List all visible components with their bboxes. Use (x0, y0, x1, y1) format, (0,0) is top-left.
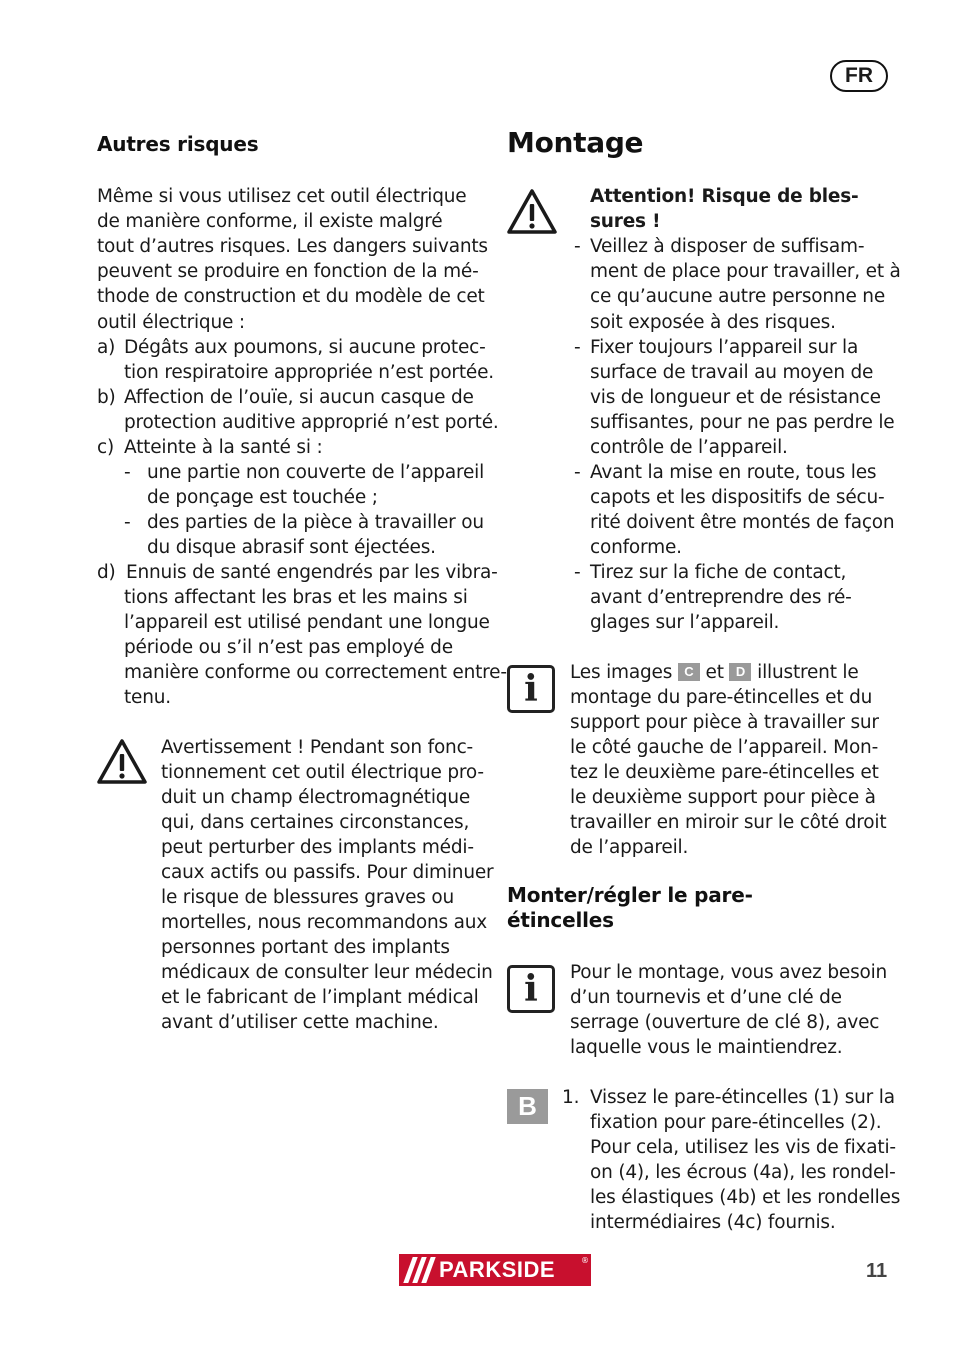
list-item-text: Dégâts aux poumons, si aucune protec- (124, 337, 486, 358)
language-badge: FR (830, 60, 888, 92)
list-item-text: tions affectant les bras et les mains si (124, 587, 468, 608)
text-line: personnes portant des implants (161, 937, 450, 958)
text-line: Fixer toujours l’appareil sur la (590, 337, 859, 358)
text-line: Tirez sur la fiche de contact, (590, 562, 847, 583)
list-marker: b) (97, 387, 116, 408)
text-fragment: illustrent le (757, 662, 859, 683)
text-line: duit un champ électromagnétique (161, 787, 471, 808)
dash-marker: - (574, 236, 581, 257)
text-line: peut perturber des implants médi- (161, 837, 474, 858)
logo-wordmark: PARKSIDE (439, 1257, 556, 1282)
list-item-text: Affection de l’ouïe, si aucun casque de (124, 387, 474, 408)
list-item-text: manière conforme ou correctement entre- (124, 662, 507, 683)
warning-triangle-icon (506, 188, 558, 236)
text-line: tout d’autres risques. Les dangers suivants (97, 236, 488, 257)
page-number: 11 (866, 1260, 888, 1282)
text-line: outil électrique : (97, 312, 245, 333)
text-line: ce qu’aucune autre personne ne (590, 286, 886, 307)
text-line: caux actifs ou passifs. Pour diminuer (161, 862, 494, 883)
info-icon: i (507, 665, 555, 713)
figure-tag-c: C (678, 663, 700, 681)
text-line: support pour pièce à travailler sur (570, 712, 879, 733)
figure-tag-b: B (507, 1089, 548, 1124)
text-line: conforme. (590, 537, 682, 558)
text-line: le côté gauche de l’appareil. Mon- (570, 737, 879, 758)
list-item-text: l’appareil est utilisé pendant une longue (124, 612, 490, 633)
text-line: le deuxième support pour pièce à (570, 787, 876, 808)
parkside-logo (399, 1254, 591, 1286)
text-line: Veillez à disposer de suffisam- (590, 236, 865, 257)
text-line: Même si vous utilisez cet outil électrique (97, 186, 467, 207)
text-line: de manière conforme, il existe malgré (97, 211, 443, 232)
list-item-text: tion respiratoire appropriée n’est portée. (124, 362, 494, 383)
text-line: laquelle vous le maintiendrez. (570, 1037, 843, 1058)
heading-line: Monter/régler le pare- (507, 883, 753, 907)
list-item-text: période ou s’il n’est pas employé de (124, 637, 453, 658)
figure-tag-d: D (729, 663, 751, 681)
dash-marker: - (574, 562, 581, 583)
text-line: avant d’utiliser cette machine. (161, 1012, 439, 1033)
text-line: de l’appareil. (570, 837, 689, 858)
text-line: intermédiaires (4c) fournis. (590, 1212, 836, 1233)
text-line (570, 660, 859, 685)
text-line: médicaux de consulter leur médecin (161, 962, 493, 983)
text-line: avant d’entreprendre des ré- (590, 587, 852, 608)
list-item-text: Ennuis de santé engendrés par les vibra- (126, 562, 498, 583)
list-item-text: Atteinte à la santé si : (124, 437, 323, 458)
text-line: rité doivent être montés de façon (590, 512, 895, 533)
text-line: Avant la mise en route, tous les (590, 462, 877, 483)
info-icon: i (507, 965, 555, 1013)
text-line: soit exposée à des risques. (590, 312, 836, 333)
text-line: surface de travail au moyen de (590, 362, 874, 383)
step-marker: 1. (562, 1087, 580, 1108)
text-line: Pour cela, utilisez les vis de fixati- (590, 1137, 896, 1158)
registered-mark: ® (581, 1256, 589, 1265)
text-line: mortelles, nous recommandons aux (161, 912, 488, 933)
list-marker: a) (97, 337, 116, 358)
text-line: d’un tournevis et d’une clé de (570, 987, 842, 1008)
sub-list-text: une partie non couverte de l’appareil (147, 462, 485, 483)
dash-marker: - (574, 462, 581, 483)
text-line: tez le deuxième pare-étincelles et (570, 762, 879, 783)
text-line: qui, dans certaines circonstances, (161, 812, 470, 833)
list-marker: d) (97, 562, 116, 583)
attention-title: Attention! Risque de bles- (590, 186, 859, 207)
sub-list-text: des parties de la pièce à travailler ou (147, 512, 484, 533)
section-title-montage: Montage (507, 126, 644, 159)
sub-list-marker: - (124, 512, 131, 533)
text-line: contrôle de l’appareil. (590, 437, 788, 458)
list-marker: c) (97, 437, 114, 458)
text-line: peuvent se produire en fonction de la mé- (97, 261, 479, 282)
text-line: Avertissement ! Pendant son fonc- (161, 737, 474, 758)
text-line: fixation pour pare-étincelles (2). (590, 1112, 882, 1133)
sub-list-text: de ponçage est touchée ; (147, 487, 378, 508)
text-line: thode de construction et du modèle de cet (97, 286, 485, 307)
text-line: on (4), les écrous (4a), les rondel- (590, 1162, 896, 1183)
dash-marker: - (574, 337, 581, 358)
warning-triangle-icon (96, 738, 148, 786)
text-fragment: et (705, 662, 724, 683)
text-line: le risque de blessures graves ou (161, 887, 455, 908)
text-line: capots et les dispositifs de sécu- (590, 487, 885, 508)
text-line: vis de longueur et de résistance (590, 387, 881, 408)
attention-title: sures ! (590, 211, 661, 232)
text-line: serrage (ouverture de clé 8), avec (570, 1012, 880, 1033)
text-line: suffisantes, pour ne pas perdre le (590, 412, 895, 433)
text-line: montage du pare-étincelles et du (570, 687, 873, 708)
text-line: tionnement cet outil électrique pro- (161, 762, 484, 783)
text-line: glages sur l’appareil. (590, 612, 780, 633)
sub-list-text: du disque abrasif sont éjectées. (147, 537, 436, 558)
list-item-text: protection auditive approprié n’est porté. (124, 412, 499, 433)
list-item-text: tenu. (124, 687, 171, 708)
text-fragment: Les images (570, 662, 673, 683)
text-line: les élastiques (4b) et les rondelles (590, 1187, 901, 1208)
text-line: Vissez le pare-étincelles (1) sur la (590, 1087, 895, 1108)
logo-stripes-icon (399, 1254, 439, 1286)
sub-list-marker: - (124, 462, 131, 483)
text-line: travailler en miroir sur le côté droit (570, 812, 887, 833)
heading-line: étincelles (507, 908, 614, 932)
section-title-autres-risques: Autres risques (97, 132, 259, 156)
text-line: et le fabricant de l’implant médical (161, 987, 479, 1008)
text-line: Pour le montage, vous avez besoin (570, 962, 888, 983)
text-line: ment de place pour travailler, et à (590, 261, 901, 282)
